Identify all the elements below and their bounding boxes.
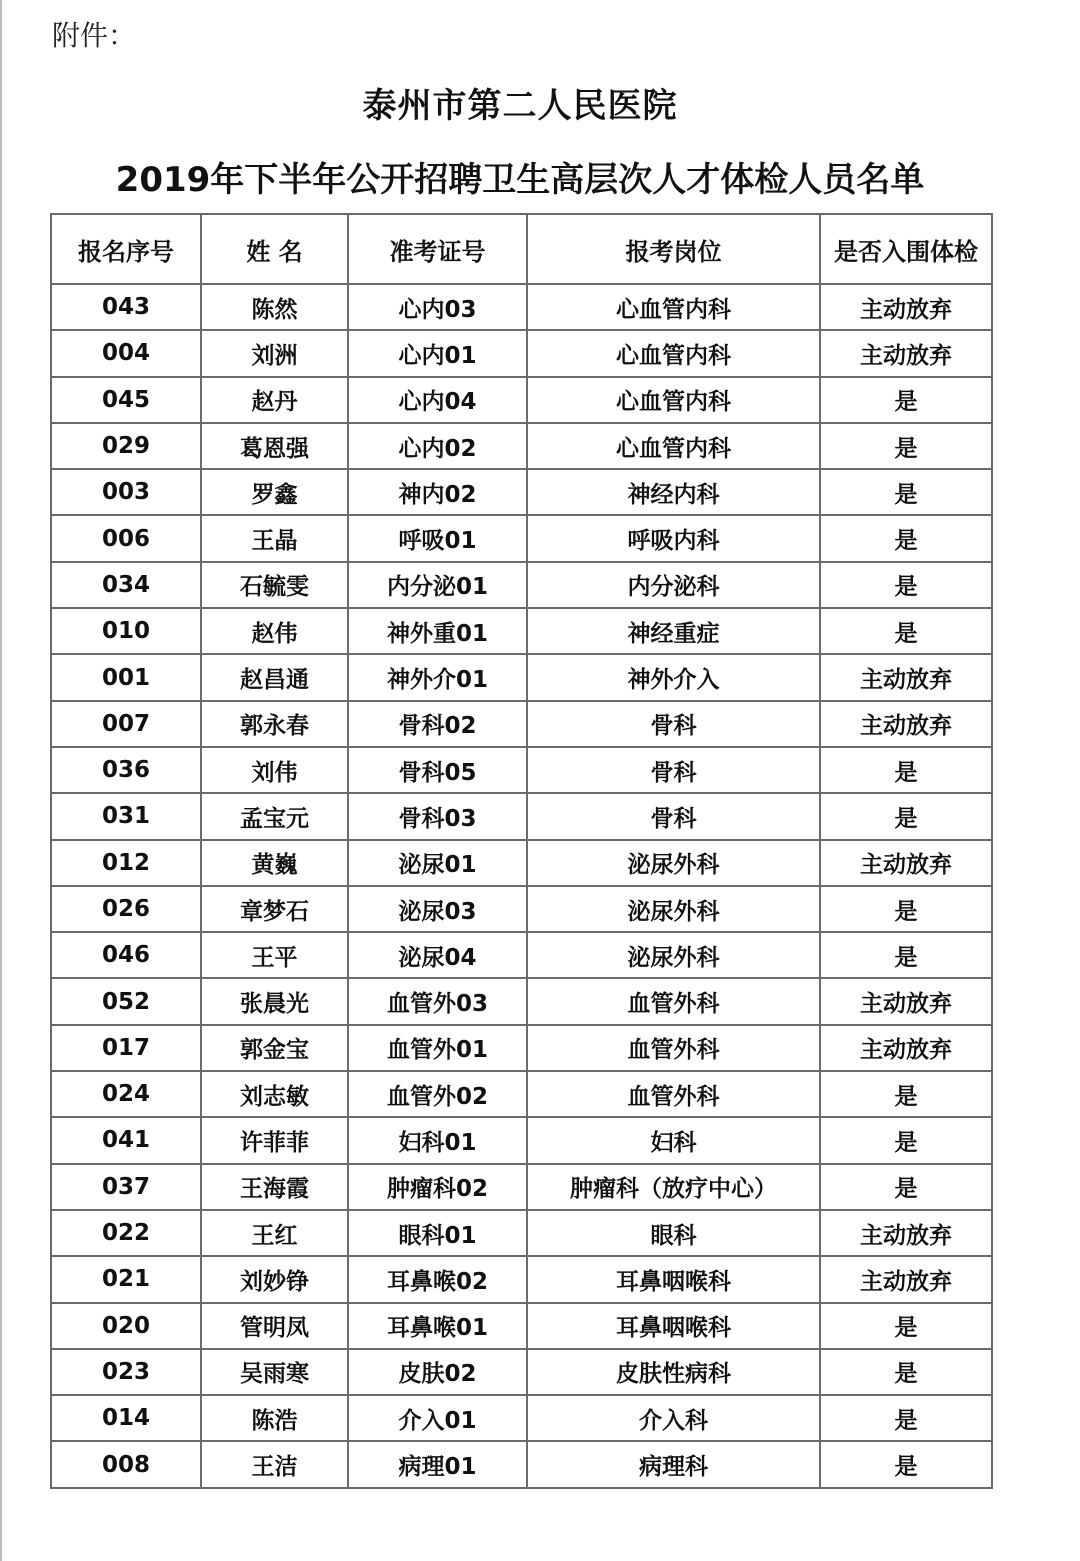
table-row	[51, 932, 992, 978]
cell-registration-number: 036	[51, 747, 201, 793]
cell-registration-number: 001	[51, 654, 201, 700]
cell-candidate-name: 王晶	[201, 515, 348, 561]
page-edge	[0, 0, 2, 1561]
cell-position: 骨科	[527, 701, 820, 747]
cell-exam-ticket: 神外介01	[348, 654, 527, 700]
cell-candidate-name: 管明凤	[201, 1303, 348, 1349]
cell-candidate-name: 张晨光	[201, 978, 348, 1024]
table-row	[51, 1071, 992, 1117]
table-row	[51, 1210, 992, 1256]
attachment-label: 附件：	[52, 19, 137, 52]
cell-registration-number: 029	[51, 423, 201, 469]
cell-exam-ticket: 泌尿04	[348, 932, 527, 978]
table-row	[51, 562, 992, 608]
table-row	[51, 701, 992, 747]
cell-candidate-name: 吴雨寒	[201, 1349, 348, 1395]
cell-candidate-name: 郭永春	[201, 701, 348, 747]
cell-shortlisted: 主动放弃	[820, 701, 992, 747]
cell-position: 皮肤性病科	[527, 1349, 820, 1395]
cell-exam-ticket: 病理01	[348, 1441, 527, 1487]
cell-candidate-name: 章梦石	[201, 886, 348, 932]
cell-exam-ticket: 内分泌01	[348, 562, 527, 608]
cell-shortlisted: 是	[820, 1441, 992, 1487]
cell-position: 血管外科	[527, 1071, 820, 1117]
cell-position: 心血管内科	[527, 284, 820, 330]
cell-candidate-name: 刘妙铮	[201, 1256, 348, 1302]
cell-exam-ticket: 介入01	[348, 1395, 527, 1441]
table-row	[51, 886, 992, 932]
cell-candidate-name: 赵昌通	[201, 654, 348, 700]
cell-candidate-name: 郭金宝	[201, 1025, 348, 1071]
cell-registration-number: 007	[51, 701, 201, 747]
cell-position: 泌尿外科	[527, 840, 820, 886]
cell-candidate-name: 孟宝元	[201, 793, 348, 839]
table-row	[51, 1395, 992, 1441]
cell-shortlisted: 是	[820, 377, 992, 423]
cell-shortlisted: 主动放弃	[820, 1256, 992, 1302]
table-body	[51, 284, 992, 1488]
cell-registration-number: 003	[51, 469, 201, 515]
cell-candidate-name: 葛恩强	[201, 423, 348, 469]
cell-position: 骨科	[527, 747, 820, 793]
cell-candidate-name: 刘志敏	[201, 1071, 348, 1117]
cell-shortlisted: 主动放弃	[820, 1210, 992, 1256]
cell-shortlisted: 是	[820, 1071, 992, 1117]
table-row	[51, 377, 992, 423]
cell-exam-ticket: 泌尿01	[348, 840, 527, 886]
table-row	[51, 608, 992, 654]
table-header-row	[51, 214, 992, 284]
cell-exam-ticket: 血管外01	[348, 1025, 527, 1071]
cell-shortlisted: 主动放弃	[820, 840, 992, 886]
cell-exam-ticket: 泌尿03	[348, 886, 527, 932]
table-row	[51, 1025, 992, 1071]
cell-exam-ticket: 肿瘤科02	[348, 1164, 527, 1210]
cell-exam-ticket: 妇科01	[348, 1117, 527, 1163]
cell-position: 泌尿外科	[527, 886, 820, 932]
cell-registration-number: 024	[51, 1071, 201, 1117]
cell-position: 呼吸内科	[527, 515, 820, 561]
cell-shortlisted: 是	[820, 515, 992, 561]
cell-registration-number: 014	[51, 1395, 201, 1441]
cell-registration-number: 010	[51, 608, 201, 654]
cell-shortlisted: 主动放弃	[820, 284, 992, 330]
cell-registration-number: 034	[51, 562, 201, 608]
cell-registration-number: 046	[51, 932, 201, 978]
cell-shortlisted: 是	[820, 423, 992, 469]
header-name: 姓 名	[201, 214, 348, 284]
table-row	[51, 747, 992, 793]
cell-exam-ticket: 血管外03	[348, 978, 527, 1024]
cell-shortlisted: 是	[820, 562, 992, 608]
document-title: 泰州市第二人民医院	[362, 86, 678, 126]
cell-shortlisted: 主动放弃	[820, 654, 992, 700]
cell-position: 骨科	[527, 793, 820, 839]
cell-exam-ticket: 神外重01	[348, 608, 527, 654]
cell-position: 肿瘤科（放疗中心）	[527, 1164, 820, 1210]
cell-exam-ticket: 心内02	[348, 423, 527, 469]
cell-position: 心血管内科	[527, 330, 820, 376]
cell-candidate-name: 刘洲	[201, 330, 348, 376]
cell-registration-number: 041	[51, 1117, 201, 1163]
cell-position: 妇科	[527, 1117, 820, 1163]
table-row	[51, 978, 992, 1024]
cell-registration-number: 012	[51, 840, 201, 886]
table-row	[51, 840, 992, 886]
cell-shortlisted: 是	[820, 469, 992, 515]
cell-candidate-name: 刘伟	[201, 747, 348, 793]
cell-position: 心血管内科	[527, 423, 820, 469]
cell-registration-number: 043	[51, 284, 201, 330]
cell-registration-number: 004	[51, 330, 201, 376]
table-row	[51, 330, 992, 376]
table-row	[51, 1117, 992, 1163]
cell-registration-number: 008	[51, 1441, 201, 1487]
cell-position: 血管外科	[527, 978, 820, 1024]
cell-position: 耳鼻咽喉科	[527, 1256, 820, 1302]
candidate-table	[50, 213, 993, 1489]
cell-registration-number: 022	[51, 1210, 201, 1256]
cell-exam-ticket: 骨科05	[348, 747, 527, 793]
cell-shortlisted: 是	[820, 747, 992, 793]
cell-shortlisted: 是	[820, 1164, 992, 1210]
table-row	[51, 284, 992, 330]
cell-shortlisted: 主动放弃	[820, 330, 992, 376]
cell-exam-ticket: 呼吸01	[348, 515, 527, 561]
cell-exam-ticket: 耳鼻喉02	[348, 1256, 527, 1302]
table-row	[51, 423, 992, 469]
cell-candidate-name: 赵丹	[201, 377, 348, 423]
cell-shortlisted: 主动放弃	[820, 978, 992, 1024]
cell-shortlisted: 是	[820, 1349, 992, 1395]
header-registration-number: 报名序号	[51, 214, 201, 284]
cell-position: 心血管内科	[527, 377, 820, 423]
cell-candidate-name: 王红	[201, 1210, 348, 1256]
table-row	[51, 654, 992, 700]
cell-registration-number: 006	[51, 515, 201, 561]
cell-shortlisted: 是	[820, 1117, 992, 1163]
cell-shortlisted: 是	[820, 608, 992, 654]
cell-position: 内分泌科	[527, 562, 820, 608]
cell-position: 血管外科	[527, 1025, 820, 1071]
cell-exam-ticket: 骨科03	[348, 793, 527, 839]
cell-registration-number: 017	[51, 1025, 201, 1071]
cell-position: 介入科	[527, 1395, 820, 1441]
table-row	[51, 793, 992, 839]
cell-shortlisted: 是	[820, 932, 992, 978]
cell-registration-number: 052	[51, 978, 201, 1024]
cell-candidate-name: 石毓雯	[201, 562, 348, 608]
cell-candidate-name: 赵伟	[201, 608, 348, 654]
document-subtitle: 2019年下半年公开招聘卫生高层次人才体检人员名单	[115, 160, 925, 200]
table-row	[51, 469, 992, 515]
table-row	[51, 515, 992, 561]
cell-position: 眼科	[527, 1210, 820, 1256]
cell-candidate-name: 王平	[201, 932, 348, 978]
cell-candidate-name: 陈浩	[201, 1395, 348, 1441]
cell-exam-ticket: 眼科01	[348, 1210, 527, 1256]
table-row	[51, 1349, 992, 1395]
cell-position: 病理科	[527, 1441, 820, 1487]
header-position: 报考岗位	[527, 214, 820, 284]
cell-candidate-name: 黄巍	[201, 840, 348, 886]
cell-position: 耳鼻咽喉科	[527, 1303, 820, 1349]
cell-exam-ticket: 皮肤02	[348, 1349, 527, 1395]
cell-exam-ticket: 耳鼻喉01	[348, 1303, 527, 1349]
cell-exam-ticket: 血管外02	[348, 1071, 527, 1117]
cell-shortlisted: 是	[820, 1395, 992, 1441]
cell-position: 泌尿外科	[527, 932, 820, 978]
cell-exam-ticket: 心内04	[348, 377, 527, 423]
cell-candidate-name: 王洁	[201, 1441, 348, 1487]
cell-registration-number: 031	[51, 793, 201, 839]
cell-shortlisted: 是	[820, 886, 992, 932]
cell-position: 神外介入	[527, 654, 820, 700]
cell-candidate-name: 罗鑫	[201, 469, 348, 515]
cell-shortlisted: 主动放弃	[820, 1025, 992, 1071]
cell-exam-ticket: 神内02	[348, 469, 527, 515]
header-shortlisted: 是否入围体检	[820, 214, 992, 284]
table-row	[51, 1303, 992, 1349]
cell-position: 神经重症	[527, 608, 820, 654]
cell-position: 神经内科	[527, 469, 820, 515]
cell-registration-number: 037	[51, 1164, 201, 1210]
cell-registration-number: 026	[51, 886, 201, 932]
table-row	[51, 1164, 992, 1210]
cell-registration-number: 023	[51, 1349, 201, 1395]
cell-shortlisted: 是	[820, 793, 992, 839]
cell-candidate-name: 王海霞	[201, 1164, 348, 1210]
table-row	[51, 1441, 992, 1487]
cell-candidate-name: 许菲菲	[201, 1117, 348, 1163]
header-exam-ticket: 准考证号	[348, 214, 527, 284]
cell-shortlisted: 是	[820, 1303, 992, 1349]
table-row	[51, 1256, 992, 1302]
cell-registration-number: 021	[51, 1256, 201, 1302]
cell-registration-number: 045	[51, 377, 201, 423]
cell-registration-number: 020	[51, 1303, 201, 1349]
cell-exam-ticket: 心内01	[348, 330, 527, 376]
cell-exam-ticket: 心内03	[348, 284, 527, 330]
cell-exam-ticket: 骨科02	[348, 701, 527, 747]
cell-candidate-name: 陈然	[201, 284, 348, 330]
